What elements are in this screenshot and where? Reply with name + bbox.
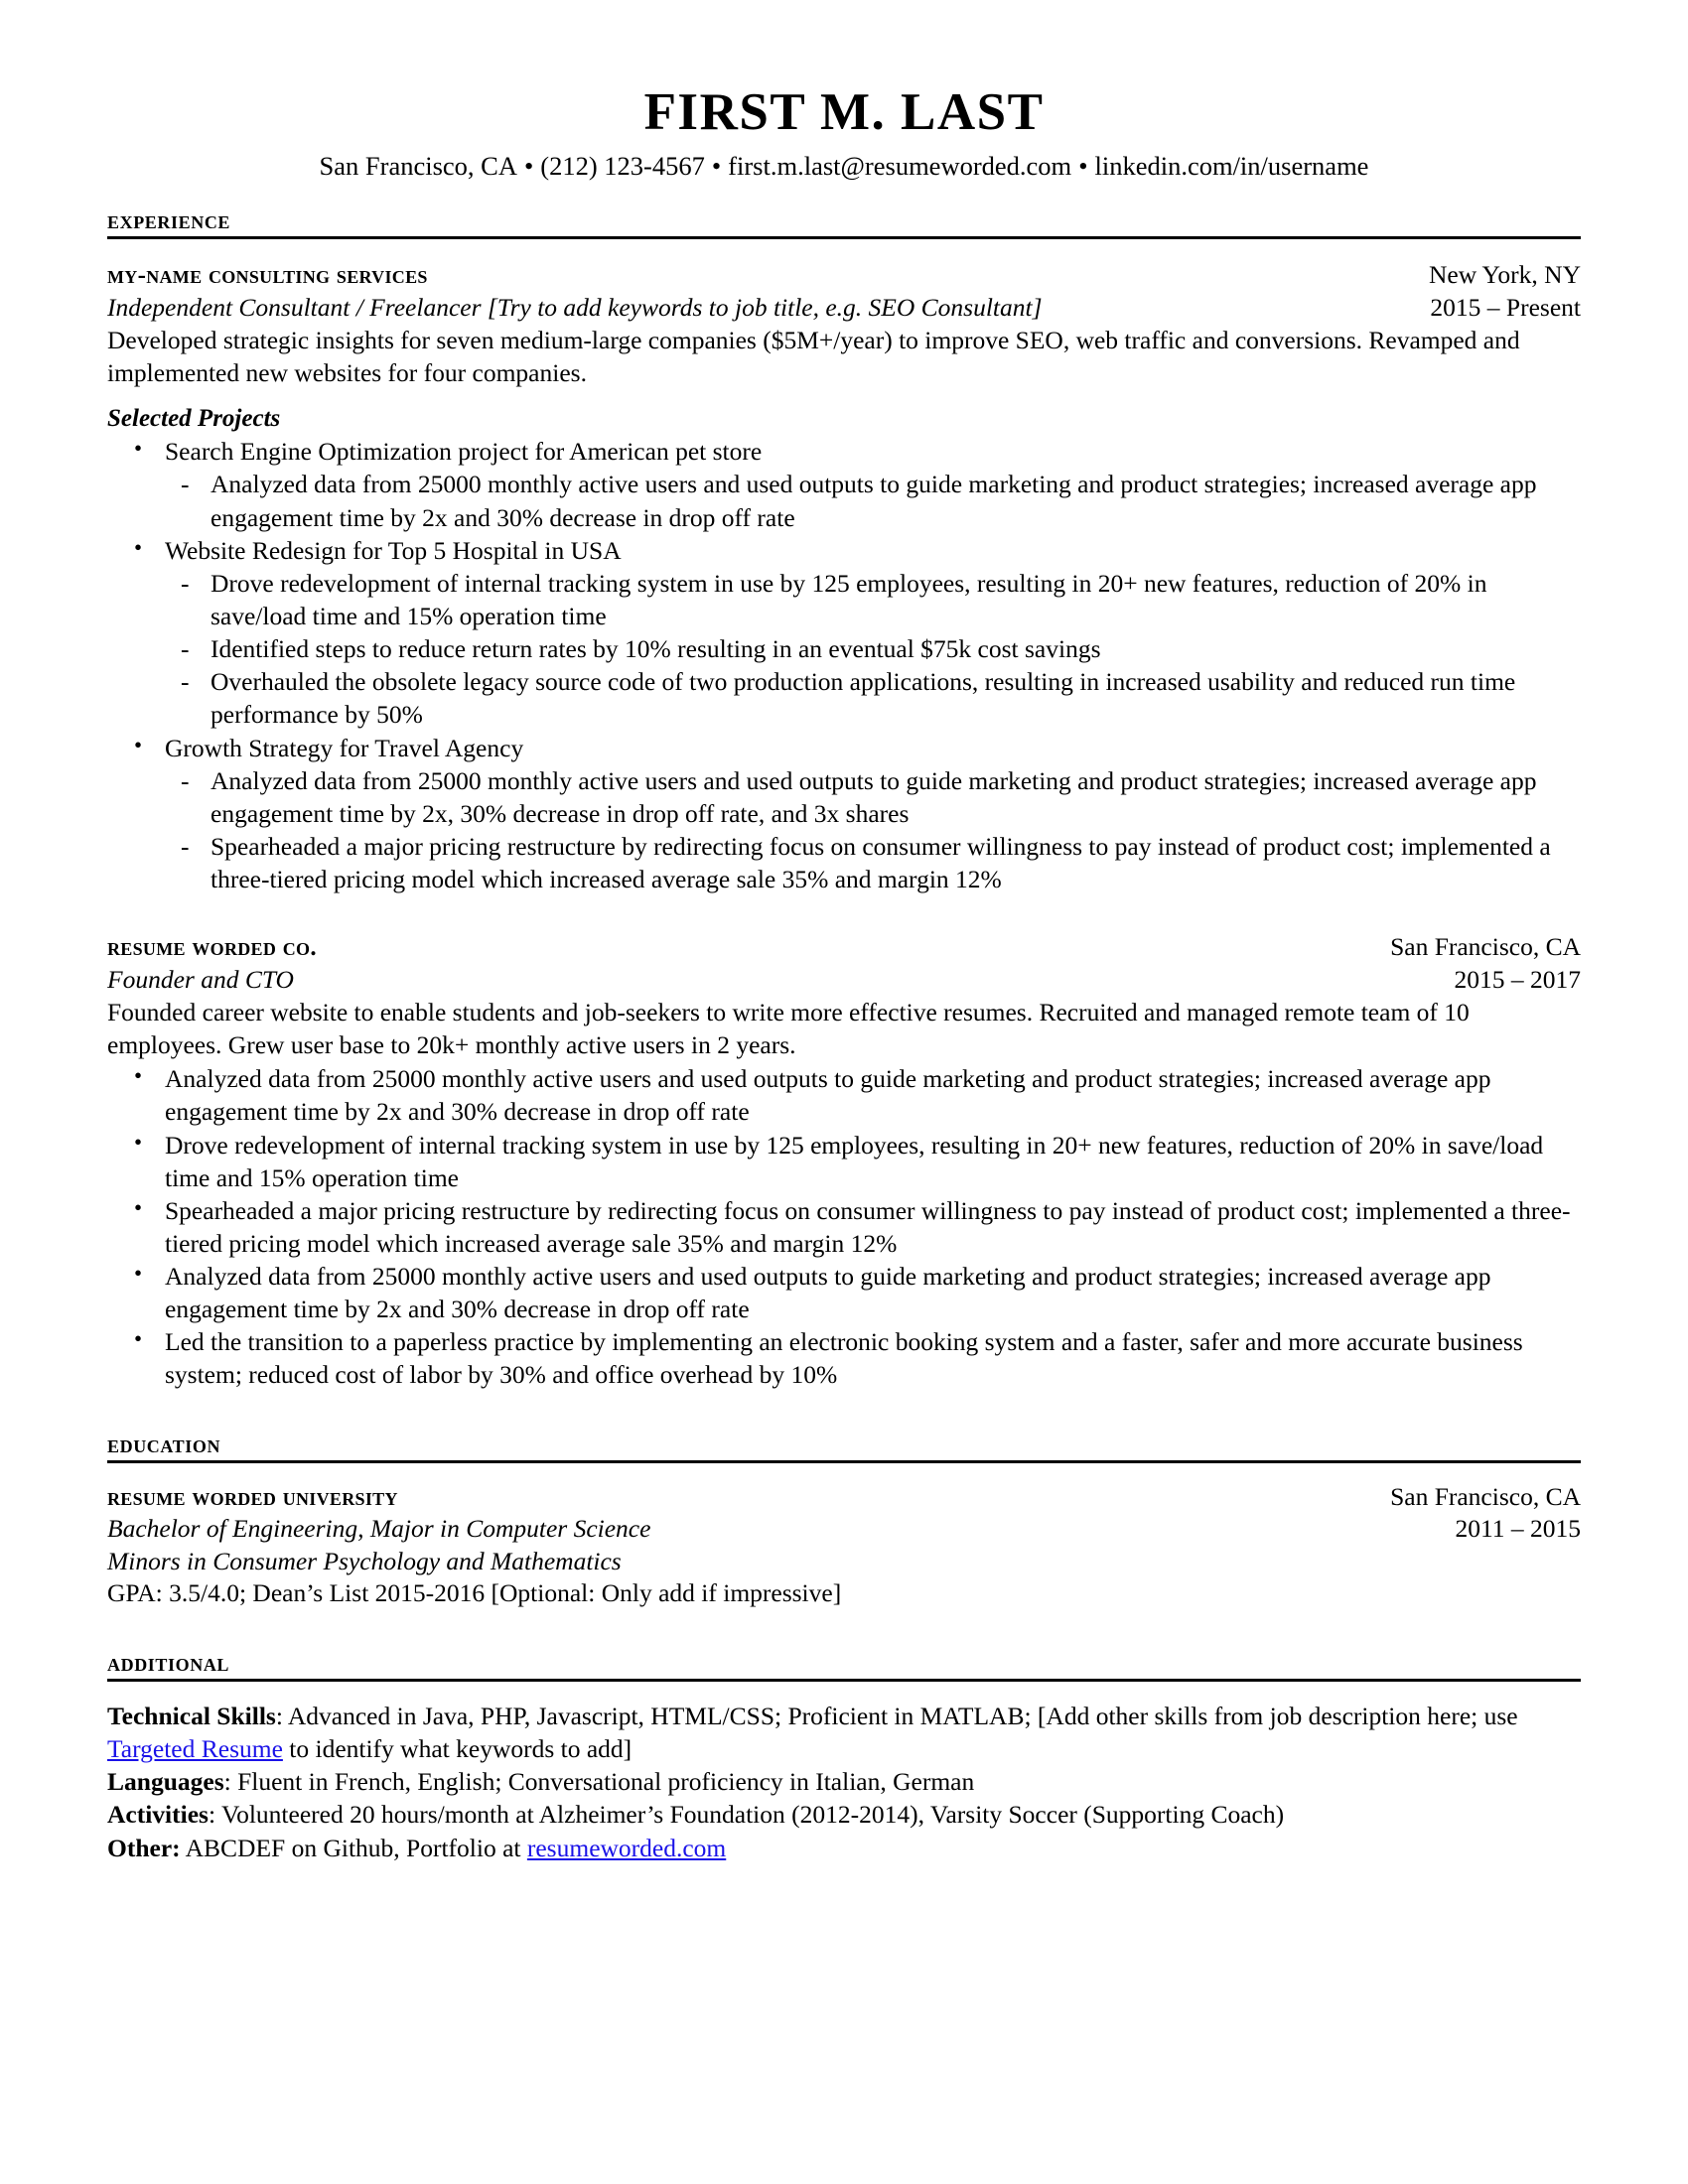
list-item: • Analyzed data from 25000 monthly active users and used outputs to guide marketing and product strategies; increased average app engagement time by 2x and 30% decrease in drop off rate	[107, 1260, 1581, 1325]
activities-value: : Volunteered 20 hours/month at Alzheimer’s Foundation (2012-2014), Varsity Soccer (Supporting Coach)	[208, 1800, 1285, 1830]
experience-entry-1-dates: 2015 – Present	[1430, 292, 1581, 322]
education-degree-row	[107, 1513, 1581, 1546]
list-item	[107, 732, 1581, 896]
project-name: Website Redesign for Top 5 Hospital in USA	[165, 535, 622, 565]
list-item: - Analyzed data from 25000 monthly active users and used outputs to guide marketing and product strategies; increased average app engagement time by 2x and 30% decrease in drop off rate	[165, 468, 1581, 533]
list-item: • Analyzed data from 25000 monthly active users and used outputs to guide marketing and product strategies; increased average app engagement time by 2x and 30% decrease in drop off rate	[107, 1062, 1581, 1128]
contact-phone: (212) 123-4567	[540, 150, 705, 181]
activities-label: Activities	[107, 1800, 209, 1830]
project-name: Search Engine Optimization project for American pet store	[165, 437, 763, 467]
experience-entry-1-org: my-name consulting services	[107, 262, 428, 290]
experience-entry-2-dates: 2015 – 2017	[1454, 964, 1581, 994]
list-item	[107, 435, 1581, 533]
list-item: • Drove redevelopment of internal tracking system in use by 125 employees, resulting in 20+ new features, reduction of 20% in save/load time and 15% operation time	[107, 1129, 1581, 1194]
other-label: Other:	[107, 1833, 181, 1862]
experience-entry-1	[107, 259, 1581, 895]
experience-entry-2-location: San Francisco, CA	[1390, 932, 1581, 962]
education-minors: Minors in Consumer Psychology and Mathematics	[107, 1546, 622, 1575]
experience-entry-2-org-row	[107, 931, 1581, 964]
experience-entry-1-location: New York, NY	[1428, 260, 1581, 290]
list-item: - Identified steps to reduce return rates by 10% resulting in an eventual $75k cost savings	[165, 632, 1581, 665]
spacer	[107, 895, 1581, 931]
spacer	[107, 1392, 1581, 1428]
spacer	[107, 1610, 1581, 1646]
education-school-row	[107, 1481, 1581, 1514]
languages-label: Languages	[107, 1767, 224, 1797]
experience-entry-1-org-row	[107, 259, 1581, 292]
additional-activities	[107, 1798, 1581, 1831]
education-dates: 2011 – 2015	[1455, 1514, 1581, 1544]
selected-projects-heading: Selected Projects	[107, 405, 281, 433]
page-title: FIRST M. LAST	[643, 83, 1045, 141]
list-item	[107, 534, 1581, 732]
experience-entry-1-title: Independent Consultant / Freelancer [Try to add keywords to job title, e.g. SEO Consultant]	[107, 292, 1043, 322]
technical-skills-text-2: to identify what keywords to add]	[282, 1734, 633, 1764]
list-item: • Spearheaded a major pricing restructure by redirecting focus on consumer willingness to pay instead of product cost; implemented a three-tiered pricing model which increased average sale 35% and margin 12%	[107, 1194, 1581, 1260]
other-value: ABCDEF on Github, Portfolio at	[180, 1833, 527, 1862]
targeted-resume-link[interactable]: Targeted Resume	[107, 1734, 283, 1764]
experience-entry-1-summary: Developed strategic insights for seven medium-large companies ($5M+/year) to improve SEO, web traffic and conversions. Revamped and implemented new websites for four companies.	[107, 326, 1520, 388]
additional-other	[107, 1832, 1581, 1864]
experience-entry-2-title-row	[107, 964, 1581, 996]
contact-separator-3: •	[1078, 150, 1088, 181]
project-name: Growth Strategy for Travel Agency	[165, 733, 524, 762]
project-points-list	[165, 468, 1581, 533]
additional-languages	[107, 1765, 1581, 1798]
experience-entry-2-org: resume worded co.	[107, 934, 317, 962]
contact-email: first.m.last@resumeworded.com	[728, 150, 1072, 181]
technical-skills-text-1: : Advanced in Java, PHP, Javascript, HTML/CSS; Proficient in MATLAB; [Add other skills from job description here; use	[275, 1702, 1518, 1730]
experience-entry-1-title-row	[107, 292, 1581, 324]
contact-linkedin: linkedin.com/in/username	[1094, 150, 1369, 181]
section-heading-additional: additional	[107, 1650, 1581, 1682]
additional-content	[107, 1700, 1581, 1864]
contact-separator-2: •	[711, 150, 722, 181]
languages-value: : Fluent in French, English; Conversational proficiency in Italian, German	[223, 1767, 975, 1797]
experience-entry-2-summary: Founded career website to enable students and job-seekers to write more effective resumes. Recruited and managed remote team of 10 employees. Grew user base to 20k+ monthly active users in 2 years.	[107, 997, 1470, 1060]
resumeworded-link[interactable]: resumeworded.com	[526, 1833, 727, 1862]
list-item: - Spearheaded a major pricing restructure by redirecting focus on consumer willingness to pay instead of product cost; implemented a three-tiered pricing model which increased average sale 35% and margin 12%	[165, 830, 1581, 895]
project-points-list	[165, 567, 1581, 732]
experience-entry-2-title: Founder and CTO	[107, 964, 294, 994]
section-heading-experience: experience	[107, 207, 1581, 239]
additional-technical-skills	[107, 1700, 1581, 1765]
project-points-list	[165, 764, 1581, 896]
list-item: - Drove redevelopment of internal tracking system in use by 125 employees, resulting in 20+ new features, reduction of 20% in save/load time and 15% operation time	[165, 567, 1581, 632]
list-item: - Analyzed data from 25000 monthly active users and used outputs to guide marketing and product strategies; increased average app engagement time by 2x, 30% decrease in drop off rate, and 3x shares	[165, 764, 1581, 830]
education-degree: Bachelor of Engineering, Major in Computer Science	[107, 1514, 651, 1544]
list-item: - Overhauled the obsolete legacy source code of two production applications, resulting in increased usability and reduced run time performance by 50%	[165, 665, 1581, 731]
experience-entry-2-bullets	[107, 1062, 1581, 1391]
technical-skills-label: Technical Skills	[107, 1702, 276, 1730]
list-item: • Led the transition to a paperless practice by implementing an electronic booking system and a faster, safer and more accurate business system; reduced cost of labor by 30% and office overhead by 10%	[107, 1325, 1581, 1391]
contact-location: San Francisco, CA	[319, 150, 517, 181]
selected-projects-list	[107, 435, 1581, 895]
education-gpa: GPA: 3.5/4.0; Dean’s List 2015-2016 [Optional: Only add if impressive]	[107, 1578, 842, 1608]
education-school: resume worded university	[107, 1483, 398, 1511]
experience-entry-2	[107, 931, 1581, 1391]
section-heading-education: education	[107, 1432, 1581, 1463]
contact-line	[107, 151, 1581, 183]
education-entry	[107, 1481, 1581, 1610]
contact-separator-1: •	[524, 150, 534, 181]
education-location: San Francisco, CA	[1390, 1481, 1581, 1511]
